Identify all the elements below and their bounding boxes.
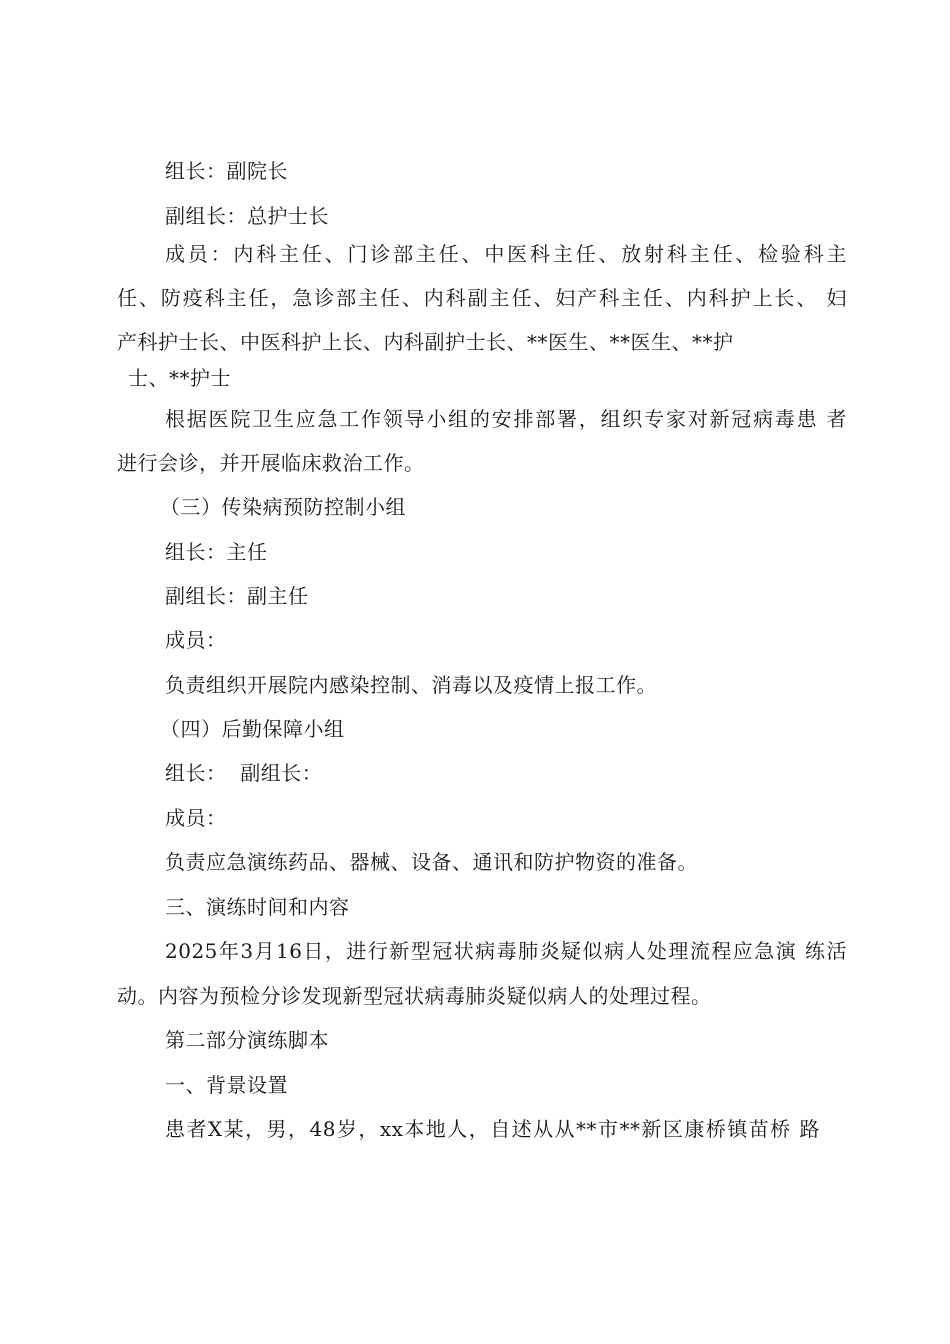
text-line: 进行会诊，并开展临床救治工作。 [117, 451, 425, 475]
section-heading: （三）传染病预防控制小组 [160, 495, 406, 519]
section-heading: 一、背景设置 [165, 1073, 288, 1097]
section-heading: （四）后勤保障小组 [160, 717, 345, 741]
text-line: 根据医院卫生应急工作领导小组的安排部署，组织专家对新冠病毒患 者 [165, 407, 847, 431]
text-line: 士、**护士 [128, 366, 231, 390]
text-line: 动。内容为预检分诊发现新型冠状病毒肺炎疑似病人的处理过程。 [117, 984, 712, 1008]
text-line: 成员：内科主任、门诊部主任、中医科主任、放射科主任、检验科主 [165, 242, 847, 266]
text-line: 患者X某，男，48岁，xx本地人，自述从从**市**新区康桥镇苗桥 路 [165, 1117, 820, 1141]
text-line: 组长：副院长 [165, 159, 288, 183]
text-line: 成员： [165, 628, 227, 652]
text-line: 负责组织开展院内感染控制、消毒以及疫情上报工作。 [165, 673, 657, 697]
text-line: 2025年3月16日，进行新型冠状病毒肺炎疑似病人处理流程应急演 练活 [165, 939, 847, 963]
text-line: 组长：主任 [165, 540, 268, 564]
text-line: 副组长：总护士长 [165, 204, 329, 228]
section-heading: 第二部分演练脚本 [165, 1028, 329, 1052]
text-line: 副组长：副主任 [165, 584, 309, 608]
text-line: 组长： 副组长： [165, 761, 323, 785]
text-line: 成员： [165, 806, 227, 830]
section-heading: 三、演练时间和内容 [165, 895, 350, 919]
text-line: 任、防疫科主任，急诊部主任、内科副主任、妇产科主任、内科护上长、 妇 [117, 286, 847, 310]
text-line: 产科护士长、中医科护上长、内科副护士长、**医生、**医生、**护 [117, 330, 734, 354]
text-line: 负责应急演练药品、器械、设备、通讯和防护物资的准备。 [165, 850, 698, 874]
